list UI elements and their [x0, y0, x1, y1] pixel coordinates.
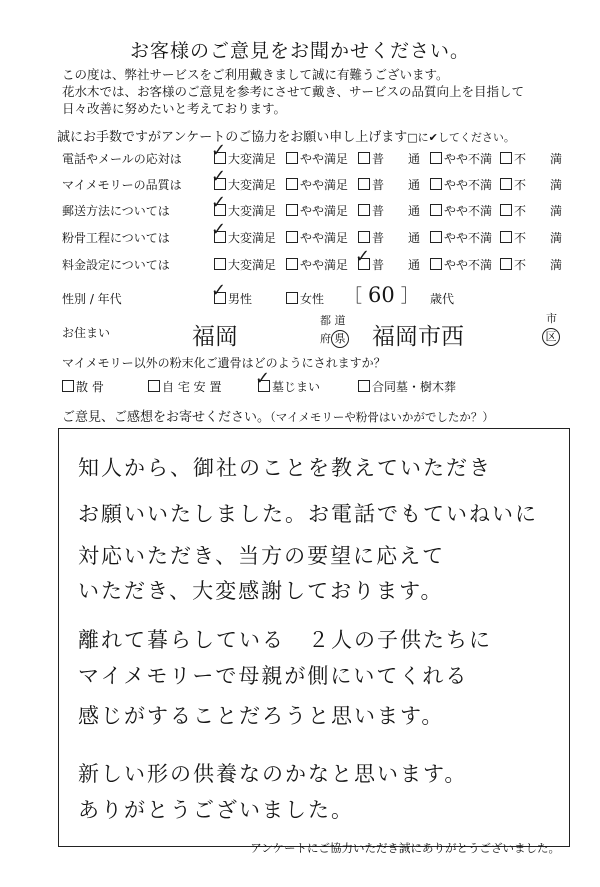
prefecture-handwritten: 福岡: [192, 324, 238, 350]
disposal-option-label: 散 骨: [76, 380, 104, 394]
checkbox[interactable]: [214, 258, 226, 270]
intro-text: [62, 66, 582, 117]
checkbox[interactable]: [500, 231, 512, 243]
check-mark-icon: ✓: [211, 280, 227, 301]
age-value: 60: [368, 283, 395, 307]
rating-option-label: 不 満: [514, 152, 563, 166]
rating-option[interactable]: [211, 219, 277, 246]
rating-row: [62, 140, 582, 172]
city-type-circled: 区: [542, 328, 560, 346]
rating-label: 郵送方法については: [62, 204, 170, 218]
rating-option-label: 普 通: [372, 258, 421, 272]
rating-label: 粉骨工程については: [62, 231, 170, 245]
gender-male-option[interactable]: [211, 280, 253, 307]
disposal-option-label: 合同墓・樹木葬: [372, 380, 457, 394]
rating-option-label: やや不満: [444, 258, 493, 272]
city-handwritten: 福岡市西: [372, 324, 464, 350]
rating-option[interactable]: [358, 176, 420, 193]
disposal-option[interactable]: [62, 378, 104, 395]
rating-option[interactable]: [214, 256, 276, 273]
disposal-option-label: 墓じまい: [272, 380, 321, 394]
gender-age-row: [62, 280, 582, 312]
rating-option-label: 普 通: [372, 204, 421, 218]
rating-option[interactable]: [286, 202, 348, 219]
checkbox[interactable]: [500, 258, 512, 270]
comment-prompt-text: ご意見、ご感想をお寄せください。: [62, 410, 271, 425]
rating-row: [62, 166, 582, 198]
comment-line: 新しい形の供養なのかなと思います。: [78, 762, 468, 786]
comment-prompt: [62, 406, 494, 425]
rating-option[interactable]: [430, 229, 492, 246]
prefecture-type-bottom: 府 県: [320, 330, 349, 348]
rating-option-label: 普 通: [372, 178, 421, 192]
rating-option-label: やや満足: [300, 178, 349, 192]
checkbox[interactable]: [500, 178, 512, 190]
rating-option[interactable]: [286, 150, 348, 167]
survey-title: お客様のご意見をお聞かせください。: [129, 40, 470, 62]
check-mark-icon: ✓: [355, 246, 371, 267]
checkbox[interactable]: [500, 152, 512, 164]
rating-row: [62, 192, 582, 224]
comment-line: マイメモリーで母親が側にいてくれる: [78, 664, 469, 688]
age-field[interactable]: ［ 60 ］: [344, 283, 419, 307]
rating-option-label: やや不満: [444, 178, 493, 192]
checkbox[interactable]: [286, 258, 298, 270]
intro-line: この度は、弊社サービスをご利用戴きまして誠に有難うございます。: [62, 67, 449, 82]
rating-option[interactable]: [500, 176, 562, 193]
city-type-top: 市: [546, 312, 557, 325]
checkbox[interactable]: [286, 178, 298, 190]
rating-option[interactable]: [286, 229, 348, 246]
comment-prompt-sub: （マイメモリーや粉骨はいかがでしたか？）: [270, 410, 494, 424]
rating-option[interactable]: [430, 256, 492, 273]
rating-option[interactable]: [358, 229, 420, 246]
rating-option-label: 大変満足: [228, 258, 277, 272]
comment-line: 対応いただき、当方の要望に応えて: [78, 544, 446, 568]
rating-option[interactable]: [211, 140, 277, 167]
disposal-option[interactable]: [358, 378, 456, 395]
checkbox[interactable]: [358, 152, 370, 164]
other-options: [62, 368, 582, 398]
rating-label: 料金設定については: [62, 258, 170, 272]
rating-option-label: 普 通: [372, 231, 421, 245]
rating-option-label: 大変満足: [228, 178, 277, 192]
rating-option[interactable]: [286, 176, 348, 193]
footer-thanks: アンケートにご協力いただき誠にありがとうございました。: [250, 841, 560, 855]
comment-line: 離れて暮らしている ２人の子供たちに: [78, 628, 492, 652]
rating-option-label: 大変満足: [228, 204, 277, 218]
comment-line: 感じがすることだろうと思います。: [78, 704, 445, 728]
request-note: □に✔してください。: [407, 131, 515, 144]
survey-request: [57, 126, 515, 145]
rating-row: [62, 246, 582, 278]
disposal-option[interactable]: [255, 368, 321, 395]
rating-option[interactable]: [358, 150, 420, 167]
checkbox[interactable]: [286, 292, 298, 304]
female-label: 女性: [300, 292, 325, 306]
rating-option-label: 不 満: [514, 178, 563, 192]
rating-option[interactable]: [211, 166, 277, 193]
checkbox[interactable]: [286, 231, 298, 243]
other-question: マイメモリー以外の粉末化ご遺骨はどのようにされますか？: [62, 356, 386, 370]
rating-option[interactable]: [286, 256, 348, 273]
check-mark-icon: ✓: [211, 192, 227, 213]
checkbox[interactable]: [430, 178, 442, 190]
checkbox[interactable]: [430, 204, 442, 216]
disposal-option[interactable]: [148, 378, 221, 395]
checkbox[interactable]: [62, 380, 74, 392]
rating-option-label: やや不満: [444, 152, 493, 166]
rating-option[interactable]: [358, 202, 420, 219]
comment-line: いただき、大変感謝しております。: [78, 579, 444, 603]
rating-option[interactable]: [430, 176, 492, 193]
rating-option[interactable]: [500, 202, 562, 219]
address-label: お住まい: [62, 326, 111, 340]
disposal-option-label: 自 宅 安 置: [162, 380, 222, 394]
intro-line: 日々改善に努めたいと考えております。: [62, 101, 287, 116]
checkbox[interactable]: [500, 204, 512, 216]
rating-label: マイメモリーの品質は: [62, 178, 182, 192]
checkbox[interactable]: [430, 258, 442, 270]
rating-option-label: やや不満: [444, 204, 493, 218]
rating-label: 電話やメールの応対は: [62, 152, 182, 166]
rating-option[interactable]: [430, 202, 492, 219]
rating-option-label: やや満足: [300, 258, 349, 272]
rating-option-label: やや不満: [444, 231, 493, 245]
male-label: 男性: [228, 292, 253, 306]
age-suffix: 歳代: [430, 292, 455, 306]
rating-option[interactable]: [500, 150, 562, 167]
rating-option-label: 普 通: [372, 152, 421, 166]
checkbox[interactable]: [430, 152, 442, 164]
checkbox[interactable]: [358, 178, 370, 190]
check-mark-icon: ✓: [211, 166, 227, 187]
check-mark-icon: ✓: [211, 219, 227, 240]
gender-female-option[interactable]: [286, 290, 324, 307]
rating-option-label: やや満足: [300, 231, 349, 245]
checkbox[interactable]: [148, 380, 160, 392]
prefecture-circled: 県: [331, 330, 349, 348]
rating-option-label: やや満足: [300, 152, 349, 166]
comment-line: 知人から、御社のことを教えていただき: [78, 456, 492, 480]
intro-line: 花水木では、お客様のご意見を参考にさせて戴き、サービスの品質向上を目指して: [62, 84, 525, 99]
comment-line: ありがとうございました。: [78, 798, 354, 822]
check-mark-icon: ✓: [255, 368, 271, 389]
rating-option-label: やや満足: [300, 204, 349, 218]
checkbox[interactable]: [358, 380, 370, 392]
rating-option-label: 不 満: [514, 258, 563, 272]
checkbox[interactable]: [358, 231, 370, 243]
rating-option[interactable]: [430, 150, 492, 167]
rating-option-label: 大変満足: [228, 152, 277, 166]
comment-line: お願いいたしました。お電話でもていねいに: [78, 502, 538, 526]
rating-option[interactable]: [355, 246, 421, 273]
prefecture-type-top: 都 道: [320, 314, 346, 327]
check-mark-icon: ✓: [211, 140, 227, 161]
checkbox[interactable]: [286, 204, 298, 216]
rating-row: [62, 219, 582, 251]
rating-option[interactable]: [500, 256, 562, 273]
gender-age-label: 性別 / 年代: [62, 292, 122, 306]
checkbox[interactable]: [286, 152, 298, 164]
rating-option-label: 不 満: [514, 231, 563, 245]
rating-option-label: 大変満足: [228, 231, 277, 245]
rating-option-label: 不 満: [514, 204, 563, 218]
checkbox[interactable]: [358, 204, 370, 216]
request-text: 誠にお手数ですがアンケートのご協力をお願い申し上げます: [57, 130, 408, 145]
rating-option[interactable]: [500, 229, 562, 246]
rating-option[interactable]: [211, 192, 277, 219]
checkbox[interactable]: [430, 231, 442, 243]
